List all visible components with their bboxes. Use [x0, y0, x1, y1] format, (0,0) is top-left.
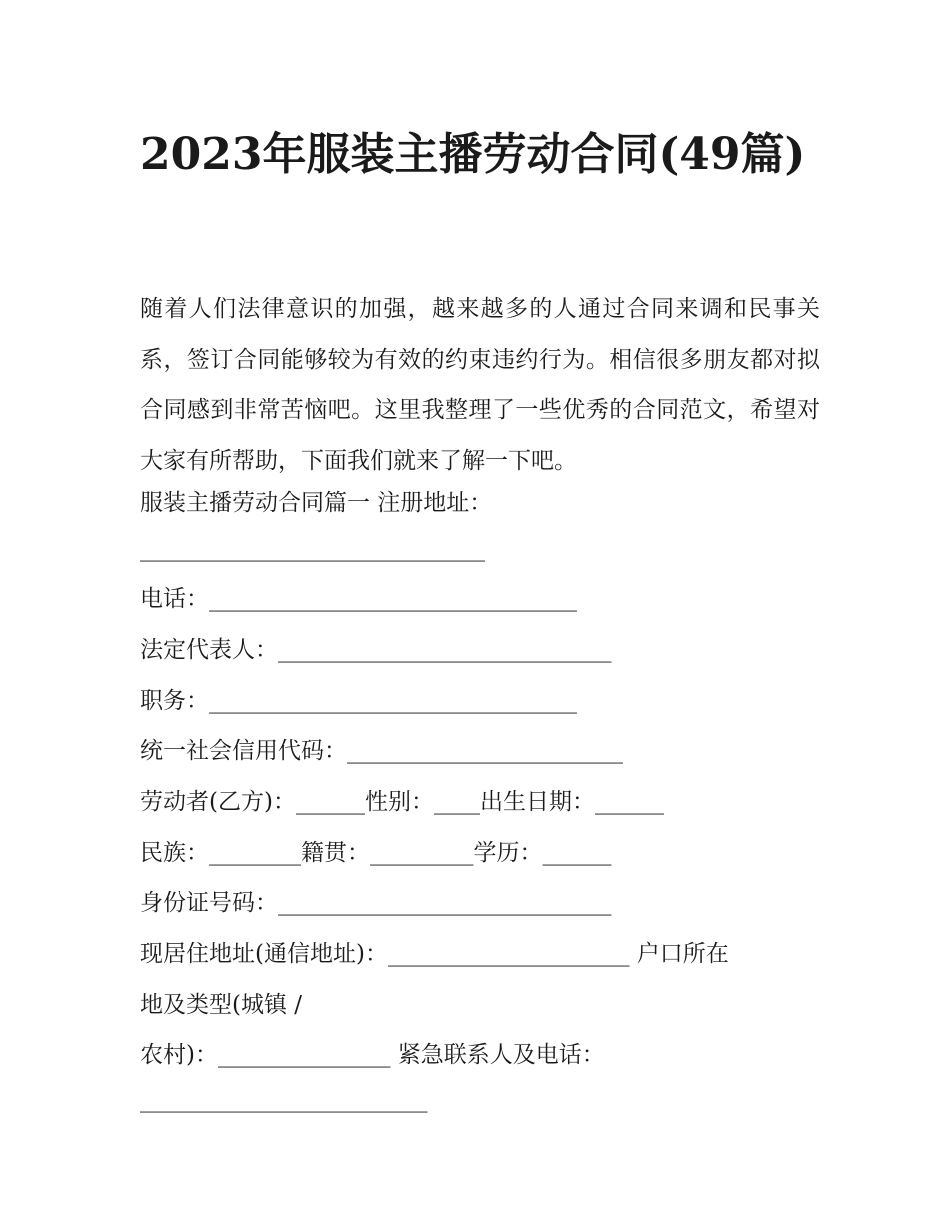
emergency-contact-line: 农村)：_______________ 紧急联系人及电话：: [140, 1042, 605, 1068]
household-type-line: 地及类型(城镇 /: [140, 992, 303, 1018]
worker-info-line: 劳动者(乙方)：______性别：____出生日期：______: [140, 789, 664, 815]
id-number-line: 身份证号码：_____________________________: [140, 890, 612, 916]
position-line: 职务：________________________________: [140, 688, 577, 714]
credit-code-line: 统一社会信用代码：________________________: [140, 738, 623, 764]
current-address-line: 现居住地址(通信地址)：_____________________ 户口所在: [140, 941, 729, 967]
phone-field-line: 电话：________________________________: [140, 586, 577, 612]
intro-paragraph: 随着人们法律意识的加强，越来越多的人通过合同来调和民事关系，签订合同能够较为有效的约束违约行为。相信很多朋友都对拟合同感到非常苦恼吧。这里我整理了一些优秀的合同范文，希望对大家有所帮助，下面我们就来了解一下吧。: [140, 296, 820, 474]
document-title: 2023年服装主播劳动合同(49篇): [140, 129, 806, 180]
ethnicity-line: 民族：________籍贯：_________学历：______: [140, 840, 612, 866]
section-heading-line: 服装主播劳动合同篇一 注册地址：: [140, 490, 493, 516]
registered-address-blank: ______________________________: [140, 536, 485, 562]
legal-representative-line: 法定代表人：_____________________________: [140, 637, 612, 663]
emergency-contact-blank: _________________________: [140, 1087, 428, 1113]
